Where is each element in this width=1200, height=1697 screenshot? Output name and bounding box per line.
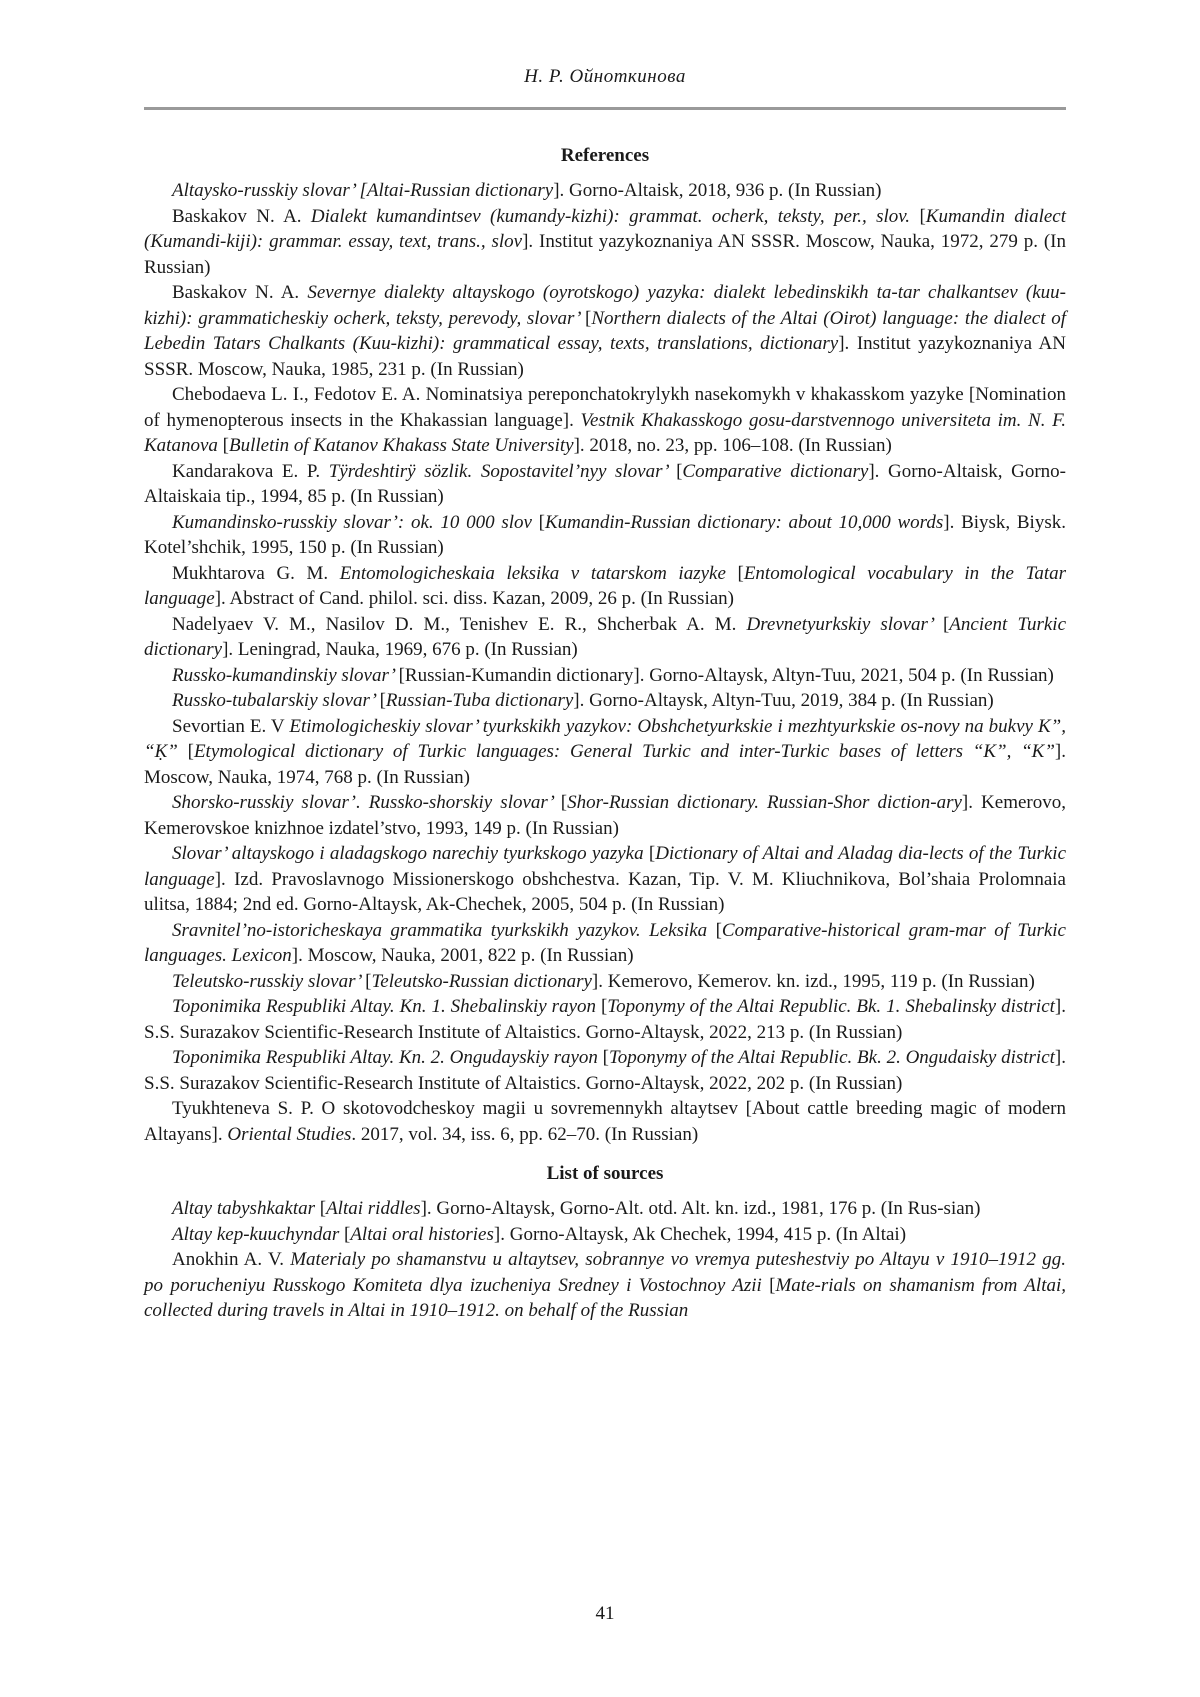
entry-italic-segment: Ancient Turkic dictionary	[144, 613, 1067, 660]
entry-text-segment: ]. Institut yazykoznaniya AN SSSR. Moscow, Nauka, 1985, 231 p. (In Russian)	[144, 333, 1066, 380]
entry-text-segment: ]. Izd. Pravoslavnogo Missionerskogo obshchestva. Kazan, Tip. V. M. Kliuchnikova, Bol’shaia Prolomnaia ulitsa, 1884; 2nd ed. Gorno-Altaysk, Ak-Chechek, 2005, 504 p. (In Russian)	[144, 868, 1066, 915]
entry-text-segment: [	[379, 690, 386, 711]
reference-entry	[144, 663, 1066, 689]
entry-italic-segment: Drevnetyurkskiy slovar’	[746, 613, 943, 635]
entry-text-segment: Chebodaeva L. I., Fedotov E. A. Nominatsiya pereponchatokrylykh nasekomykh v khakasskom yazyke [Nomination of hymenopterous insects in the Khakassian language].	[144, 384, 1066, 431]
entry-text-segment: Mukhtarova G. M.	[172, 562, 340, 584]
entry-text-segment: ]. Kemerovo, Kemerov. kn. izd., 1995, 119 p. (In Russian)	[591, 970, 1035, 992]
entry-italic-segment: Dictionary of Altai and Aladag dia-lects of the Turkic language	[144, 843, 1067, 890]
entry-italic-segment: Toponymy of the Altai Republic. Bk. 2. Ongudaisky district	[608, 1047, 1055, 1068]
reference-entry	[144, 790, 1066, 841]
entry-text-segment: [	[602, 1047, 609, 1068]
entry-text-segment: Tyukhteneva S. P. O skotovodcheskoy magii u sovremennykh altaytsev [About cattle breeding magic of modern Altayans].	[144, 1098, 1066, 1145]
reference-entry	[144, 994, 1066, 1045]
entry-text-segment: ]. Gorno-Altaysk, Ak Chechek, 1994, 415 p. (In Altai)	[493, 1223, 907, 1245]
reference-entry	[144, 1196, 1066, 1222]
entry-italic-segment: Altai oral histories	[350, 1223, 494, 1245]
entry-text-segment: [	[676, 460, 683, 482]
entry-italic-segment: Russian-Tuba dictionary	[385, 690, 574, 711]
entry-text-segment: [	[187, 741, 194, 762]
entry-italic-segment: Slovar’ altayskogo i aladagskogo narechiy tyurkskogo yazyka	[172, 843, 649, 864]
reference-entry	[144, 1045, 1066, 1096]
references-list	[144, 178, 1066, 1147]
entry-text-segment: ]. Gorno-Altaisk, 2018, 936 p. (In Russian)	[553, 180, 882, 201]
entry-italic-segment: Entomologicheskaia leksika v tatarskom iazyke	[339, 562, 738, 584]
entry-text-segment: [	[919, 205, 926, 227]
entry-text-segment: Baskakov N. A.	[172, 282, 308, 303]
entry-text-segment: [	[365, 970, 372, 992]
reference-entry	[144, 561, 1066, 612]
reference-entry	[144, 612, 1066, 663]
entry-text-segment: ]. Leningrad, Nauka, 1969, 676 p. (In Russian)	[222, 639, 578, 660]
entry-text-segment: [	[343, 1223, 351, 1245]
entry-italic-segment: Altay tabyshkaktar	[172, 1198, 320, 1219]
reference-entry	[144, 280, 1066, 382]
entry-text-segment: [	[600, 996, 608, 1017]
entry-italic-segment: Dialekt kumandintsev (kumandy-kizhi): grammat. ocherk, teksty, per., slov.	[310, 205, 920, 227]
entry-italic-segment: Oriental Studies	[227, 1123, 352, 1145]
entry-italic-segment: Russko-tubalarskiy slovar’	[172, 690, 380, 711]
reference-entry	[144, 918, 1066, 969]
reference-entry	[144, 841, 1066, 918]
entry-italic-segment: Toponimika Respubliki Altay. Kn. 1. Shebalinskiy rayon	[172, 996, 601, 1017]
entry-italic-segment: Northern dialects of the Altai (Oirot) language: the dialect of Lebedin Tatars Chalkants (Kuu-kizhi): grammatical essay, texts, translations, dictionary	[144, 307, 1066, 354]
reference-entry	[144, 1247, 1066, 1324]
entry-italic-segment: Mate-rials on shamanism from Altai, collected during travels in Altai in 1910–1912. on behalf of the Russian	[144, 1274, 1067, 1321]
entry-italic-segment: Toponymy of the Altai Republic. Bk. 1. Shebalinsky district	[607, 996, 1055, 1017]
entry-italic-segment: Kumandin dialect (Kumandi-kiji): grammar. essay, text, trans., slov	[144, 205, 1067, 252]
entry-text-segment: [Russian-Kumandin dictionary]. Gorno-Altaysk, Altyn-Tuu, 2021, 504 p. (In Russian)	[398, 664, 1054, 686]
header-rule	[144, 107, 1066, 110]
entry-italic-segment: Bulletin of Katanov Khakass State University	[228, 435, 574, 456]
entry-text-segment: ]. Moscow, Nauka, 2001, 822 p. (In Russian)	[291, 945, 634, 966]
entry-italic-segment: Shor-Russian dictionary. Russian-Shor diction-ary	[567, 792, 962, 813]
entry-text-segment: Kandarakova E. P.	[172, 460, 329, 482]
entry-italic-segment: Teleutsko-Russian dictionary	[371, 970, 592, 992]
entry-text-segment: Anokhin A. V.	[172, 1249, 291, 1270]
reference-entry	[144, 714, 1066, 791]
entry-italic-segment: Vestnik Khakasskogo gosu-darstvennogo universiteta im. N. F. Katanova	[144, 409, 1066, 456]
entry-text-segment: ]. Abstract of Cand. philol. sci. diss. Kazan, 2009, 26 p. (In Russian)	[214, 588, 734, 609]
entry-text-segment: [	[585, 307, 592, 329]
running-header: Н. Р. Ойноткинова	[524, 66, 686, 87]
entry-italic-segment: Materialy po shamanstvu u altaytsev, sobrannye vo vremya puteshestviy po Altayu v 1910–1912 gg. po porucheniyu Russkogo Komiteta dlya izucheniya Sredney i Vostochnoy Azii	[144, 1249, 1066, 1296]
entry-text-segment: ]. Gorno-Altaisk, Gorno-Altaiskaia tip., 1994, 85 p. (In Russian)	[144, 460, 1066, 507]
entry-text-segment: [	[942, 613, 950, 635]
entry-italic-segment: Entomological vocabulary in the Tatar language	[144, 562, 1066, 609]
entry-text-segment: [	[560, 792, 568, 813]
entry-italic-segment: Altay kep-kuuchyndar	[172, 1223, 344, 1245]
page-number: 41	[595, 1603, 615, 1624]
entry-italic-segment: Altaysko-russkiy slovar’ [Altai-Russian dictionary	[172, 180, 554, 201]
entry-text-segment: ]. Biysk, Biysk. Kotel’shchik, 1995, 150 p. (In Russian)	[144, 511, 1066, 558]
section-title-sources: List of sources	[546, 1163, 664, 1184]
entry-text-segment: [	[648, 843, 656, 864]
entry-text-segment: ]. 2018, no. 23, pp. 106–108. (In Russian)	[573, 435, 892, 456]
entry-text-segment: ]. Gorno-Altaysk, Altyn-Tuu, 2019, 384 p. (In Russian)	[573, 690, 994, 711]
entry-italic-segment: Teleutsko-russkiy slovar’	[172, 970, 366, 992]
reference-entry	[144, 1096, 1066, 1147]
entry-italic-segment: Russko-kumandinskiy slovar’	[172, 664, 399, 686]
entry-italic-segment: Comparative dictionary	[682, 460, 869, 482]
entry-italic-segment: Shorsko-russkiy slovar’. Russko-shorskiy slovar’	[172, 792, 561, 813]
entry-text-segment: ]. Kemerovo, Kemerovskoe knizhnoe izdatel’stvo, 1993, 149 p. (In Russian)	[144, 792, 1066, 839]
entry-italic-segment: Toponimika Respubliki Altay. Kn. 2. Ongudayskiy rayon	[172, 1047, 603, 1068]
reference-entry	[144, 510, 1066, 561]
entry-italic-segment: Etymological dictionary of Turkic languages: General Turkic and inter-Turkic bases of letters “K”, “K”	[193, 741, 1055, 762]
reference-entry	[144, 459, 1066, 510]
reference-entry	[144, 969, 1066, 995]
entry-italic-segment: Etimologicheskiy slovar’ tyurkskikh yazykov: Obshchetyurkskie i mezhtyurkskie os-novy na bukvy K”, “Ḳ”	[144, 715, 1066, 762]
entry-text-segment: Nadelyaev V. M., Nasilov D. M., Tenishev E. R., Shcherbak A. M.	[172, 613, 747, 635]
sources-list	[144, 1196, 1066, 1324]
entry-italic-segment: Comparative-historical gram-mar of Turkic languages. Lexicon	[144, 919, 1066, 966]
entry-text-segment: Sevortian E. V	[172, 715, 290, 737]
entry-text-segment: [	[737, 562, 744, 584]
entry-text-segment: . 2017, vol. 34, iss. 6, pp. 62–70. (In Russian)	[351, 1123, 699, 1145]
entry-text-segment: ]. S.S. Surazakov Scientific-Research Institute of Altaistics. Gorno-Altaysk, 2022, 213 p. (In Russian)	[144, 996, 1066, 1043]
section-title-references: References	[560, 145, 650, 166]
entry-italic-segment: Tÿrdeshtirÿ sözlik. Sopostavitel’nyy slovar’	[328, 460, 677, 482]
reference-entry	[144, 382, 1066, 459]
entry-text-segment: [	[538, 511, 545, 533]
entry-italic-segment: Kumandinsko-russkiy slovar’: ok. 10 000 slov	[172, 511, 539, 533]
entry-text-segment: [	[222, 435, 229, 456]
reference-entry	[144, 1222, 1066, 1248]
reference-entry	[144, 204, 1066, 281]
page-body	[144, 143, 1066, 1324]
entry-text-segment: [	[769, 1274, 776, 1296]
entry-text-segment: ]. S.S. Surazakov Scientific-Research Institute of Altaistics. Gorno-Altaysk, 2022, 202 p. (In Russian)	[144, 1047, 1066, 1094]
entry-italic-segment: Altai riddles	[326, 1198, 421, 1219]
entry-text-segment: [	[715, 919, 722, 941]
entry-text-segment: ]. Gorno-Altaysk, Gorno-Alt. otd. Alt. kn. izd., 1981, 176 p. (In Rus-sian)	[420, 1198, 981, 1219]
entry-italic-segment: Kumandin-Russian dictionary: about 10,000 words	[544, 511, 944, 533]
entry-text-segment: ]. Institut yazykoznaniya AN SSSR. Moscow, Nauka, 1972, 279 p. (In Russian)	[144, 231, 1066, 278]
entry-italic-segment: Sravnitel’no-istoricheskaya grammatika tyurkskikh yazykov. Leksika	[172, 919, 716, 941]
entry-text-segment: ]. Moscow, Nauka, 1974, 768 p. (In Russian)	[144, 741, 1066, 788]
reference-entry	[144, 178, 1066, 204]
entry-text-segment: Baskakov N. A.	[172, 205, 311, 227]
entry-italic-segment: Severnye dialekty altayskogo (oyrotskogo) yazyka: dialekt lebedinskikh ta-tar chalkantsev (kuu-kizhi): grammaticheskiy ocherk, teksty, perevody, slovar’	[144, 282, 1066, 329]
entry-text-segment: [	[319, 1198, 327, 1219]
reference-entry	[144, 688, 1066, 714]
